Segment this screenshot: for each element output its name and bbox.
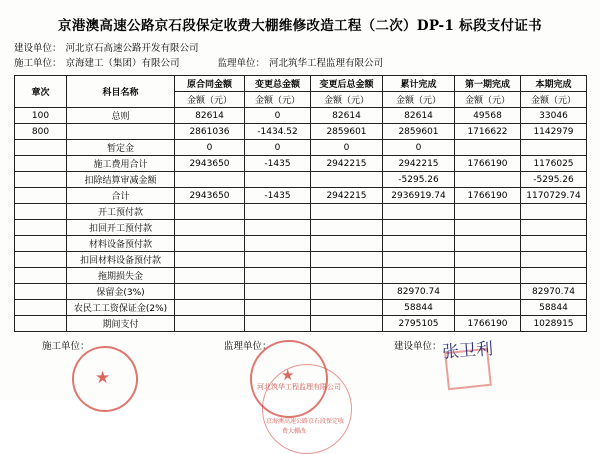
cell-chapter: [15, 188, 67, 204]
cell-period1: 49568: [455, 108, 521, 124]
cell-period1: [455, 220, 521, 236]
cell-current: [521, 220, 587, 236]
cell-cumulative: 2942215: [383, 156, 455, 172]
cell-original: [175, 316, 245, 332]
cell-change: 0: [245, 140, 311, 156]
owner-seal-text-bottom: 费大棚改: [282, 428, 307, 435]
cell-after-change: [311, 268, 383, 284]
cell-current: [521, 252, 587, 268]
cell-chapter: [15, 236, 67, 252]
cell-change: [245, 204, 311, 220]
contractor-seal-star-icon: ★: [95, 368, 111, 388]
supervisor-seal-star-icon: ★: [281, 366, 295, 384]
cell-after-change: 2859601: [311, 124, 383, 140]
cell-name: [67, 124, 175, 140]
cell-chapter: [15, 284, 67, 300]
meta-row-construction-owner: [14, 42, 586, 55]
table-row: [15, 284, 587, 300]
header-sub-amount-6: 金额（元）: [521, 92, 587, 108]
cell-current: [521, 268, 587, 284]
header-sub-amount-5: 金额（元）: [455, 92, 521, 108]
cell-after-change: [311, 220, 383, 236]
cell-name: 开工预付款: [67, 204, 175, 220]
cell-cumulative: -5295.26: [383, 172, 455, 188]
meta-row-contractor-supervisor: [14, 57, 586, 70]
cell-name: 扣除结算审减金额: [67, 172, 175, 188]
cell-current: 33046: [521, 108, 587, 124]
cell-after-change: [311, 236, 383, 252]
cell-current: 82970.74: [521, 284, 587, 300]
header-period1-done: 第一期完成: [455, 76, 521, 92]
cell-cumulative: [383, 268, 455, 284]
cell-current: -5295.26: [521, 172, 587, 188]
cell-change: [245, 316, 311, 332]
cell-name: 暂定金: [67, 140, 175, 156]
table-row: [15, 268, 587, 284]
cell-period1: 1766190: [455, 188, 521, 204]
cell-name: 总则: [67, 108, 175, 124]
cell-change: -1435: [245, 188, 311, 204]
meta-value-supervisor: 河北筑华工程监理有限公司: [269, 58, 384, 69]
table-row: [15, 236, 587, 252]
header-subject-name: 科目名称: [67, 76, 175, 108]
cell-after-change: [311, 316, 383, 332]
header-sub-amount-4: 金额（元）: [383, 92, 455, 108]
cell-after-change: [311, 284, 383, 300]
cell-name: 扣回开工预付款: [67, 220, 175, 236]
table-row: [15, 188, 587, 204]
cell-current: 58844: [521, 300, 587, 316]
cell-current: 1170729.74: [521, 188, 587, 204]
cell-current: 1176025: [521, 156, 587, 172]
cell-name: 扣回材料设备预付款: [67, 252, 175, 268]
cell-period1: [455, 300, 521, 316]
meta-label-supervisor: 监理单位：: [217, 58, 266, 69]
owner-seal-text-top: 京海澳高速公路京石段保定收: [266, 418, 345, 425]
cell-period1: 1716622: [455, 124, 521, 140]
cell-period1: 1766190: [455, 316, 521, 332]
cell-change: 0: [245, 108, 311, 124]
footer-label-contractor: 施工单位：: [42, 341, 90, 352]
table-row: [15, 172, 587, 188]
cell-after-change: [311, 172, 383, 188]
cell-original: [175, 172, 245, 188]
cell-chapter: [15, 252, 67, 268]
cell-cumulative: 82614: [383, 108, 455, 124]
cell-change: [245, 300, 311, 316]
table-row: [15, 140, 587, 156]
cell-after-change: [311, 252, 383, 268]
owner-seal-stamp: [262, 364, 352, 454]
cell-after-change: 2942215: [311, 156, 383, 172]
cell-chapter: [15, 140, 67, 156]
cell-name: 农民工工资保证金(2%): [67, 300, 175, 316]
cell-cumulative: [383, 220, 455, 236]
header-cumulative-done: 累计完成: [383, 76, 455, 92]
cell-chapter: 800: [15, 124, 67, 140]
cell-name: 拖期损失金: [67, 268, 175, 284]
cell-chapter: 100: [15, 108, 67, 124]
cell-current: [521, 236, 587, 252]
cell-cumulative: 82970.74: [383, 284, 455, 300]
cell-after-change: [311, 204, 383, 220]
header-sub-amount-2: 金额（元）: [245, 92, 311, 108]
cell-change: [245, 252, 311, 268]
signature-area: [14, 338, 586, 435]
cell-current: [521, 140, 587, 156]
cell-original: 82614: [175, 108, 245, 124]
cell-change: [245, 172, 311, 188]
cell-cumulative: [383, 204, 455, 220]
cell-cumulative: [383, 236, 455, 252]
table-row: [15, 108, 587, 124]
cell-original: [175, 300, 245, 316]
cell-cumulative: [383, 252, 455, 268]
header-after-change-total: 变更后总金额: [311, 76, 383, 92]
cell-name: 材料设备预付款: [67, 236, 175, 252]
table-row: [15, 220, 587, 236]
cell-original: [175, 268, 245, 284]
table-row: [15, 300, 587, 316]
cell-after-change: 2942215: [311, 188, 383, 204]
cell-period1: [455, 172, 521, 188]
cell-original: [175, 236, 245, 252]
cell-chapter: [15, 268, 67, 284]
cell-chapter: [15, 300, 67, 316]
header-sub-amount-3: 金额（元）: [311, 92, 383, 108]
cell-chapter: [15, 172, 67, 188]
cell-chapter: [15, 220, 67, 236]
cell-original: 2861036: [175, 124, 245, 140]
table-row: [15, 204, 587, 220]
cell-change: [245, 236, 311, 252]
cell-change: [245, 284, 311, 300]
cell-after-change: 0: [311, 140, 383, 156]
cell-chapter: [15, 204, 67, 220]
cell-change: -1435: [245, 156, 311, 172]
cell-chapter: [15, 156, 67, 172]
cell-name: 施工费用合计: [67, 156, 175, 172]
cell-current: [521, 204, 587, 220]
cell-period1: [455, 284, 521, 300]
cell-original: 2943650: [175, 188, 245, 204]
table-row: [15, 316, 587, 332]
cell-change: -1434.52: [245, 124, 311, 140]
meta-label-owner: 建设单位：: [14, 43, 62, 54]
footer-label-owner: 建设单位：: [394, 341, 442, 352]
cell-period1: 1766190: [455, 156, 521, 172]
cell-period1: [455, 140, 521, 156]
meta-value-contractor: 京海建工（集团）有限公司: [65, 58, 180, 69]
table-header-row-top: [15, 76, 587, 92]
cell-period1: [455, 204, 521, 220]
meta-value-owner: 河北京石高速公路开发有限公司: [65, 43, 199, 54]
owner-signature: 张卫利: [441, 339, 494, 363]
table-row: [15, 252, 587, 268]
cell-cumulative: 0: [383, 140, 455, 156]
cell-cumulative: 2936919.74: [383, 188, 455, 204]
header-original-contract: 原合同金额: [175, 76, 245, 92]
cell-original: 2943650: [175, 156, 245, 172]
meta-label-contractor: 施工单位：: [14, 58, 62, 69]
header-chapter: 章次: [15, 76, 67, 108]
supervisor-seal-text: 河北筑华工程监理有限公司: [257, 383, 341, 391]
payment-certificate-table: [14, 75, 587, 332]
cell-original: 0: [175, 140, 245, 156]
cell-change: [245, 220, 311, 236]
header-current-done: 本期完成: [521, 76, 587, 92]
cell-name: 合计: [67, 188, 175, 204]
cell-original: [175, 204, 245, 220]
cell-current: 1028915: [521, 316, 587, 332]
cell-cumulative: 58844: [383, 300, 455, 316]
page-title: 京港澳高速公路京石段保定收费大棚维修改造工程（二次）DP-1 标段支付证书: [58, 18, 542, 34]
cell-name: 保留金(3%): [67, 284, 175, 300]
header-sub-amount-1: 金额（元）: [175, 92, 245, 108]
cell-period1: [455, 268, 521, 284]
cell-original: [175, 220, 245, 236]
cell-period1: [455, 252, 521, 268]
table-row: [15, 156, 587, 172]
cell-cumulative: 2795105: [383, 316, 455, 332]
header-change-total: 变更总金额: [245, 76, 311, 92]
cell-period1: [455, 236, 521, 252]
cell-original: [175, 284, 245, 300]
cell-cumulative: 2859601: [383, 124, 455, 140]
cell-original: [175, 252, 245, 268]
cell-chapter: [15, 316, 67, 332]
cell-change: [245, 268, 311, 284]
cell-current: 1142979: [521, 124, 587, 140]
cell-after-change: 82614: [311, 108, 383, 124]
table-row: [15, 124, 587, 140]
cell-name: 期间支付: [67, 316, 175, 332]
footer-label-supervisor: 监理单位：: [224, 341, 272, 352]
cell-after-change: [311, 300, 383, 316]
